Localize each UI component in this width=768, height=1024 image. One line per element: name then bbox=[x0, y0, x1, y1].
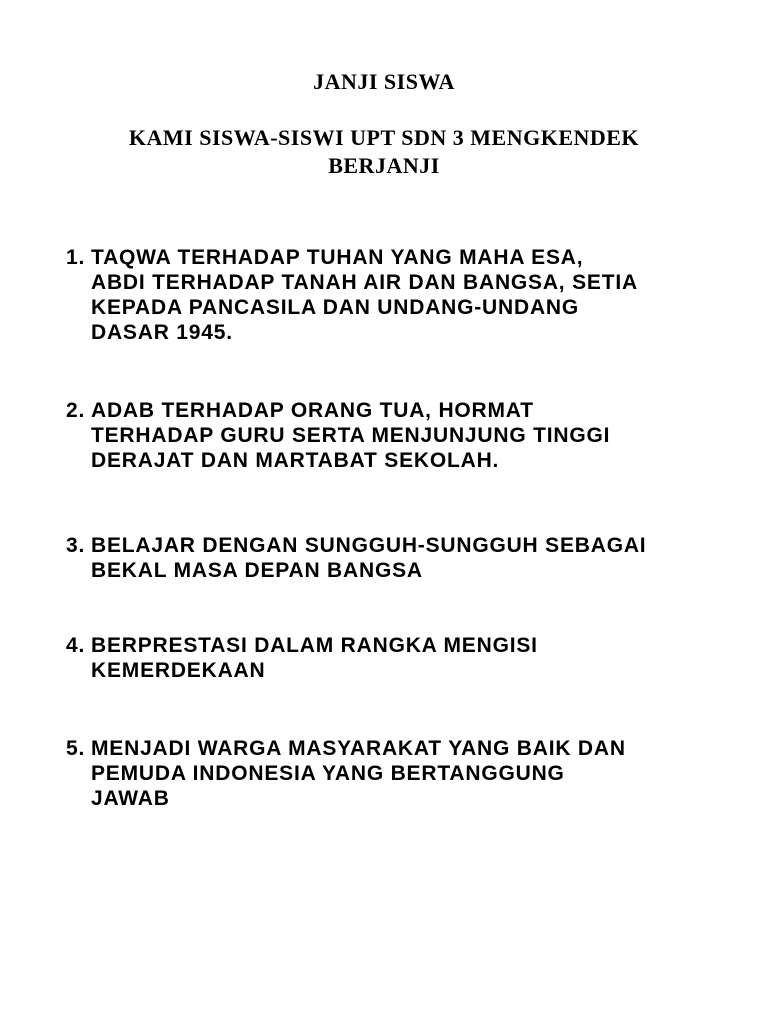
pledge-item-number: 4. bbox=[66, 634, 86, 657]
pledge-item-line: BELAJAR DENGAN SUNGGUH-SUNGGUH SEBAGAI bbox=[91, 534, 647, 557]
pledge-item-number: 2. bbox=[66, 399, 86, 422]
pledge-item-line: BERPRESTASI DALAM RANGKA MENGISI bbox=[91, 634, 538, 657]
pledge-item-number: 5. bbox=[66, 737, 86, 760]
page-title: JANJI SISWA bbox=[313, 69, 455, 94]
pledge-item-text bbox=[91, 398, 726, 473]
pledge-item-line: TAQWA TERHADAP TUHAN YANG MAHA ESA, bbox=[91, 246, 584, 269]
pledge-item-text bbox=[91, 633, 726, 683]
pledge-item-4 bbox=[66, 633, 726, 683]
pledge-item-line: ADAB TERHADAP ORANG TUA, HORMAT bbox=[91, 399, 534, 422]
pledge-item-line: JAWAB bbox=[91, 787, 170, 810]
pledge-item-line: KEMERDEKAAN bbox=[91, 659, 266, 682]
pledge-item-line: ABDI TERHADAP TANAH AIR DAN BANGSA, SETIA bbox=[91, 271, 638, 294]
pledge-intro-line: KAMI SISWA-SISWI UPT SDN 3 MENGKENDEK bbox=[128, 125, 640, 150]
pledge-item-number: 1. bbox=[66, 246, 86, 269]
pledge-item-line: TERHADAP GURU SERTA MENJUNJUNG TINGGI bbox=[91, 424, 611, 447]
pledge-item-line: BEKAL MASA DEPAN BANGSA bbox=[91, 559, 423, 582]
pledge-item-line: DERAJAT DAN MARTABAT SEKOLAH. bbox=[91, 449, 500, 472]
pledge-item-line: MENJADI WARGA MASYARAKAT YANG BAIK DAN bbox=[91, 737, 626, 760]
pledge-intro bbox=[0, 124, 768, 180]
pledge-item-2 bbox=[66, 398, 726, 473]
pledge-intro-line: BERJANJI bbox=[328, 153, 440, 178]
pledge-item-line: DASAR 1945. bbox=[91, 321, 233, 344]
pledge-item-number: 3. bbox=[66, 534, 86, 557]
pledge-item-text bbox=[91, 533, 726, 583]
pledge-item-line: PEMUDA INDONESIA YANG BERTANGGUNG bbox=[91, 762, 565, 785]
pledge-item-text bbox=[91, 245, 726, 345]
pledge-item-5 bbox=[66, 736, 726, 811]
pledge-item-line: KEPADA PANCASILA DAN UNDANG-UNDANG bbox=[91, 296, 580, 319]
pledge-item-3 bbox=[66, 533, 726, 583]
pledge-item-1 bbox=[66, 245, 726, 345]
pledge-item-text bbox=[91, 736, 726, 811]
